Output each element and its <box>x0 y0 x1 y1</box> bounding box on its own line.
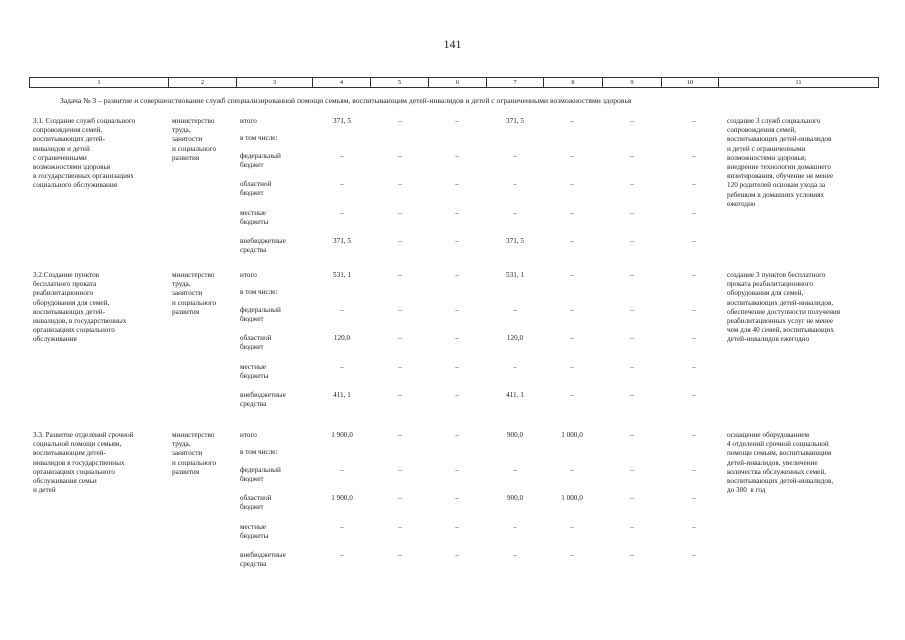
column-number-row <box>29 77 879 88</box>
funding-source: областной бюджет <box>240 494 272 512</box>
funding-value: – <box>513 209 517 217</box>
funding-value: – <box>513 180 517 188</box>
funding-source: местные бюджеты <box>240 209 269 227</box>
funding-value: – <box>630 117 634 125</box>
funding-value: – <box>630 271 634 279</box>
funding-source: внебюджетные средства <box>240 551 286 569</box>
funding-value: – <box>513 523 517 531</box>
funding-value: – <box>630 363 634 371</box>
funding-value: – <box>455 306 459 314</box>
funding-value: – <box>340 209 344 217</box>
measure-name: 3.3. Развитие отделений срочной социальной помощи семьям, воспитывающим детей- инвалидов в государственных организациях социального обслуживания семьи и детей <box>33 431 134 495</box>
column-number-2: 2 <box>168 78 236 87</box>
funding-value: – <box>455 334 459 342</box>
funding-source: местные бюджеты <box>240 363 269 381</box>
funding-source: в том числе: <box>240 134 278 142</box>
funding-value: – <box>692 551 696 559</box>
funding-value: 1 900,0 <box>331 494 353 502</box>
funding-value: – <box>513 466 517 474</box>
funding-value: – <box>340 523 344 531</box>
funding-value: – <box>692 117 696 125</box>
funding-value: – <box>513 551 517 559</box>
funding-value: – <box>630 209 634 217</box>
funding-value: – <box>455 551 459 559</box>
funding-value: – <box>570 117 574 125</box>
funding-value: – <box>455 466 459 474</box>
funding-value: – <box>570 237 574 245</box>
funding-value: – <box>692 363 696 371</box>
funding-value: – <box>340 551 344 559</box>
funding-value: – <box>692 494 696 502</box>
funding-value: – <box>630 237 634 245</box>
funding-value: – <box>692 209 696 217</box>
funding-source: федеральный бюджет <box>240 306 281 324</box>
funding-value: – <box>398 117 402 125</box>
funding-value: 531, 1 <box>506 271 524 279</box>
funding-value: – <box>692 391 696 399</box>
measure-name: 3.1. Создание служб социального сопровождения семей, воспитывающих детей- инвалидов и детей с ограниченными возможностями здоровья в государственных организациях социального обслуживания <box>33 117 136 190</box>
executor: министерство труда, занятости и социального развития <box>172 117 217 162</box>
funding-value: – <box>630 431 634 439</box>
column-number-5: 5 <box>370 78 428 87</box>
column-number-3: 3 <box>236 78 312 87</box>
funding-value: – <box>340 306 344 314</box>
page-number: 141 <box>443 37 462 51</box>
funding-value: – <box>340 466 344 474</box>
funding-value: – <box>692 271 696 279</box>
funding-value: – <box>455 180 459 188</box>
executor: министерство труда, занятости и социального развития <box>172 271 217 316</box>
funding-value: – <box>630 334 634 342</box>
funding-value: – <box>398 431 402 439</box>
funding-value: 411, 1 <box>333 391 351 399</box>
funding-source: итого <box>240 431 257 439</box>
funding-value: 900,0 <box>506 431 524 439</box>
funding-value: – <box>398 306 402 314</box>
funding-value: – <box>570 523 574 531</box>
funding-value: – <box>570 551 574 559</box>
funding-value: 120,0 <box>506 334 524 342</box>
funding-source: областной бюджет <box>240 180 272 198</box>
expected-result: оснащение оборудованием 4 отделений срочной социальной помощи семьям, воспитывающим детей-инвалидов, увеличение количества обслуженных семей, воспитывающих детей-инвалидов, до 300 в год <box>727 431 834 495</box>
funding-value: 411, 1 <box>506 391 524 399</box>
funding-value: – <box>455 117 459 125</box>
funding-source: внебюджетные средства <box>240 391 286 409</box>
funding-value: – <box>513 306 517 314</box>
funding-value: – <box>398 237 402 245</box>
funding-value: – <box>630 180 634 188</box>
funding-value: – <box>398 363 402 371</box>
column-number-4: 4 <box>312 78 370 87</box>
funding-value: – <box>630 152 634 160</box>
funding-value: – <box>692 466 696 474</box>
funding-source: в том числе: <box>240 448 278 456</box>
funding-value: – <box>692 306 696 314</box>
task-title: Задача № 3 – развитие и совершенствование служб специализированной помощи семьям, воспитывающим детей-инвалидов и детей с ограниченными возможностями здоровья <box>60 96 632 105</box>
expected-result: создание 3 пунктов бесплатного проката реабилитационного оборудования для семей, воспитывающих детей-инвалидов, обеспечение доступности получения реабилитационных услуг не менее чем для 40 семей, воспитывающих детей-инвалидов ежегодно <box>727 271 841 344</box>
funding-value: – <box>630 551 634 559</box>
measure-name: 3.2.Создание пунктов бесплатного проката реабилитационного оборудования для семей, воспитывающих детей- инвалидов, в государственных организациях социального обслуживания <box>33 271 127 344</box>
funding-value: – <box>570 209 574 217</box>
funding-value: – <box>455 363 459 371</box>
funding-value: – <box>455 431 459 439</box>
funding-value: – <box>398 494 402 502</box>
funding-value: 1 000,0 <box>561 494 583 502</box>
funding-value: – <box>630 523 634 531</box>
funding-value: – <box>630 391 634 399</box>
funding-value: – <box>692 152 696 160</box>
funding-source: итого <box>240 271 257 279</box>
funding-value: – <box>692 237 696 245</box>
funding-value: – <box>630 306 634 314</box>
funding-source: местные бюджеты <box>240 523 269 541</box>
funding-value: – <box>570 306 574 314</box>
funding-value: – <box>513 152 517 160</box>
funding-value: – <box>570 271 574 279</box>
funding-value: – <box>570 391 574 399</box>
funding-value: – <box>513 363 517 371</box>
funding-value: – <box>398 466 402 474</box>
funding-value: – <box>398 391 402 399</box>
funding-source: в том числе: <box>240 288 278 296</box>
funding-value: 371, 5 <box>506 237 524 245</box>
funding-value: – <box>570 152 574 160</box>
funding-value: – <box>398 152 402 160</box>
funding-value: – <box>570 466 574 474</box>
funding-value: 371, 5 <box>333 237 351 245</box>
funding-value: – <box>455 271 459 279</box>
column-number-10: 10 <box>661 78 718 87</box>
funding-value: – <box>398 334 402 342</box>
column-number-1: 1 <box>29 78 168 87</box>
funding-value: – <box>570 334 574 342</box>
column-number-6: 6 <box>428 78 486 87</box>
funding-value: – <box>692 431 696 439</box>
expected-result: создание 3 служб социального сопровождения семей, воспитывающих детей-инвалидов и детей с ограниченными возможностями здоровья; внедрение технологии домашнего визитирования, обучение не менее 120 родителей основам ухода за ребенком в домашних условиях ежегодно <box>727 117 834 208</box>
funding-value: 371, 5 <box>333 117 351 125</box>
funding-value: 120,0 <box>333 334 351 342</box>
funding-value: 1 000,0 <box>561 431 583 439</box>
funding-value: – <box>455 523 459 531</box>
funding-value: 900,0 <box>506 494 524 502</box>
funding-source: итого <box>240 117 257 125</box>
funding-value: – <box>455 391 459 399</box>
funding-source: областной бюджет <box>240 334 272 352</box>
funding-value: – <box>340 363 344 371</box>
funding-value: – <box>398 180 402 188</box>
funding-source: федеральный бюджет <box>240 466 281 484</box>
funding-value: – <box>630 494 634 502</box>
column-number-9: 9 <box>602 78 661 87</box>
funding-value: – <box>398 209 402 217</box>
funding-value: – <box>398 551 402 559</box>
column-number-8: 8 <box>543 78 602 87</box>
funding-value: – <box>455 209 459 217</box>
funding-value: – <box>692 334 696 342</box>
funding-source: внебюджетные средства <box>240 237 286 255</box>
funding-value: – <box>455 494 459 502</box>
funding-value: – <box>692 180 696 188</box>
funding-value: 531, 1 <box>333 271 351 279</box>
funding-value: – <box>340 180 344 188</box>
funding-value: – <box>570 363 574 371</box>
executor: министерство труда, занятости и социального развития <box>172 431 217 476</box>
funding-value: – <box>340 152 344 160</box>
funding-value: – <box>455 152 459 160</box>
column-number-7: 7 <box>486 78 543 87</box>
funding-value: – <box>398 523 402 531</box>
column-number-11: 11 <box>718 78 879 87</box>
funding-source: федеральный бюджет <box>240 152 281 170</box>
funding-value: – <box>455 237 459 245</box>
funding-value: – <box>398 271 402 279</box>
funding-value: – <box>692 523 696 531</box>
funding-value: 371, 5 <box>506 117 524 125</box>
funding-value: – <box>570 180 574 188</box>
funding-value: 1 900,0 <box>331 431 353 439</box>
funding-value: – <box>630 466 634 474</box>
